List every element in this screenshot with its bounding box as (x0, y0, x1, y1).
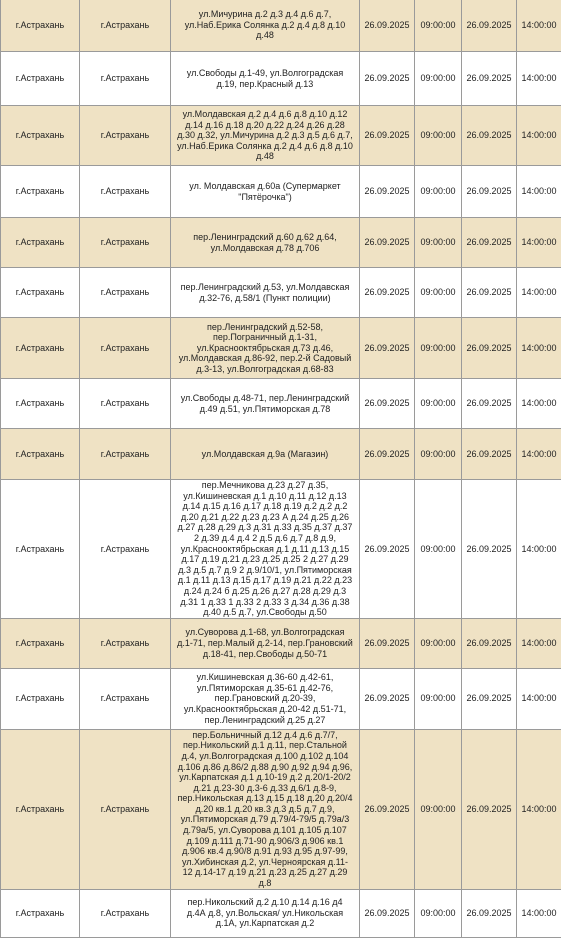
start-date-cell: 26.09.2025 (360, 668, 415, 729)
address-cell: ул.Мичурина д.2 д.3 д.4 д.6 д.7, ул.Наб.Ерика Солянка д.2 д.4 д.8 д.10 д.48 (171, 0, 360, 52)
address-cell: ул. Молдавская д.60а (Супермаркет "Пятёрочка") (171, 166, 360, 218)
end-date-cell: 26.09.2025 (462, 166, 517, 218)
table-row (1, 166, 561, 218)
table-row (1, 218, 561, 268)
start-date-cell: 26.09.2025 (360, 729, 415, 889)
start-time-cell: 09:00:00 (415, 0, 462, 52)
table-row (1, 52, 561, 106)
end-date-cell: 26.09.2025 (462, 668, 517, 729)
end-date-cell: 26.09.2025 (462, 106, 517, 166)
start-time-cell: 09:00:00 (415, 166, 462, 218)
start-date-cell: 26.09.2025 (360, 480, 415, 619)
address-cell: ул.Свободы д.1-49, ул.Волгоградская д.19, пер.Красный д.13 (171, 52, 360, 106)
start-time-cell: 09:00:00 (415, 618, 462, 668)
end-time-cell: 14:00:00 (517, 166, 561, 218)
table-row (1, 618, 561, 668)
end-time-cell: 14:00:00 (517, 889, 561, 937)
end-date-cell: 26.09.2025 (462, 618, 517, 668)
address-cell: пер.Ленинградский д.52-58, пер.Пограничный д.1-31, ул.Краснооктябрьская д.73 д.46, ул.Молдавская д.86-92, пер.2-й Садовый д.3-13, ул.Волгоградская д.68-83 (171, 318, 360, 379)
locality-cell: г.Астрахань (1, 52, 80, 106)
start-time-cell: 09:00:00 (415, 889, 462, 937)
city-cell: г.Астрахань (80, 268, 171, 318)
table-row (1, 668, 561, 729)
locality-cell: г.Астрахань (1, 379, 80, 429)
start-date-cell: 26.09.2025 (360, 268, 415, 318)
address-cell: ул.Молдавская д.9а (Магазин) (171, 429, 360, 480)
city-cell: г.Астрахань (80, 429, 171, 480)
end-time-cell: 14:00:00 (517, 729, 561, 889)
table-row (1, 429, 561, 480)
table-row (1, 889, 561, 937)
start-date-cell: 26.09.2025 (360, 106, 415, 166)
address-cell: пер.Мечникова д.23 д.27 д.35, ул.Кишиневская д.1 д.10 д.11 д.12 д.13 д.14 д.15 д.16 д.17 д.18 д.19 д.2 д.2 д.2 д.20 д.21 д.22 д.23 д.23 А д.24 д.25 д.26 д.27 д.28 д.29 д.3 д.31 д.33 д.35 д.37 д.37 2 д.39 д.4 д.4 2 д.5 д.6 д.7 д.8 д.9, ул.Краснооктябрьская д.1 д.11 д.13 д.15 д.17 д.19 д.21 д.23 д.25 д.25 2 д.27 д.29 д.3 д.5 д.7 д.9 2 д.9/10/1, ул.Пятиморская д.1 д.11 д.13 д.15 д.17 д.19 д.21 д.22 д.23 д.24 д.24 б д.25 д.26 д.27 д.28 д.29 д.3 д.31 1 д.33 1 д.33 2 д.33 3 д.34 д.36 д.38 д.40 д.5 д.7, ул.Свободы д.50 (171, 480, 360, 619)
address-cell: ул.Свободы д.48-71, пер.Ленинградский д.49 д.51, ул.Пятиморская д.78 (171, 379, 360, 429)
locality-cell: г.Астрахань (1, 166, 80, 218)
end-date-cell: 26.09.2025 (462, 379, 517, 429)
locality-cell: г.Астрахань (1, 668, 80, 729)
end-date-cell: 26.09.2025 (462, 889, 517, 937)
end-time-cell: 14:00:00 (517, 379, 561, 429)
end-date-cell: 26.09.2025 (462, 268, 517, 318)
end-date-cell: 26.09.2025 (462, 218, 517, 268)
start-date-cell: 26.09.2025 (360, 618, 415, 668)
city-cell: г.Астрахань (80, 379, 171, 429)
locality-cell: г.Астрахань (1, 106, 80, 166)
city-cell: г.Астрахань (80, 318, 171, 379)
city-cell: г.Астрахань (80, 106, 171, 166)
end-date-cell: 26.09.2025 (462, 52, 517, 106)
locality-cell: г.Астрахань (1, 429, 80, 480)
start-time-cell: 09:00:00 (415, 52, 462, 106)
city-cell: г.Астрахань (80, 166, 171, 218)
start-date-cell: 26.09.2025 (360, 218, 415, 268)
start-time-cell: 09:00:00 (415, 668, 462, 729)
start-date-cell: 26.09.2025 (360, 166, 415, 218)
end-date-cell: 26.09.2025 (462, 429, 517, 480)
table-row (1, 480, 561, 619)
table-row (1, 379, 561, 429)
locality-cell: г.Астрахань (1, 218, 80, 268)
start-time-cell: 09:00:00 (415, 429, 462, 480)
locality-cell: г.Астрахань (1, 480, 80, 619)
address-cell: пер.Никольский д.2 д.10 д.14 д.16 д4 д.4А д.8, ул.Вольская/ ул.Никольская д.1А, ул.Карпатская д.2 (171, 889, 360, 937)
city-cell: г.Астрахань (80, 218, 171, 268)
table-row (1, 729, 561, 889)
locality-cell: г.Астрахань (1, 268, 80, 318)
start-date-cell: 26.09.2025 (360, 379, 415, 429)
end-time-cell: 14:00:00 (517, 52, 561, 106)
end-time-cell: 14:00:00 (517, 218, 561, 268)
city-cell: г.Астрахань (80, 480, 171, 619)
end-time-cell: 14:00:00 (517, 618, 561, 668)
end-time-cell: 14:00:00 (517, 318, 561, 379)
end-time-cell: 14:00:00 (517, 0, 561, 52)
start-time-cell: 09:00:00 (415, 318, 462, 379)
start-date-cell: 26.09.2025 (360, 889, 415, 937)
locality-cell: г.Астрахань (1, 889, 80, 937)
end-time-cell: 14:00:00 (517, 429, 561, 480)
city-cell: г.Астрахань (80, 729, 171, 889)
table-row (1, 268, 561, 318)
end-time-cell: 14:00:00 (517, 668, 561, 729)
end-date-cell: 26.09.2025 (462, 729, 517, 889)
address-cell: ул.Молдавская д.2 д.4 д.6 д.8 д.10 д.12 д.14 д.16 д.18 д.20 д.22 д.24 д.26 д.28 д.30 д.32, ул.Мичурина д.2 д.3 д.5 д.6 д.7, ул.Наб.Ерика Солянка д.2 д.4 д.6 д.8 д.10 д.48 (171, 106, 360, 166)
table-body (1, 0, 561, 937)
table-row (1, 0, 561, 52)
start-time-cell: 09:00:00 (415, 268, 462, 318)
start-date-cell: 26.09.2025 (360, 52, 415, 106)
address-cell: пер.Больничный д.12 д.4 д.6 д.7/7, пер.Никольский д.1 д.11, пер.Стальной д.4, ул.Волгоградская д.100 д.102 д.104 д.106 д.86 д.86/2 д.88 д.90 д.92 д.94 д.96, ул.Карпатская д.1 д.10-19 д.2 д.20/1-20/2 д.21 д.23-30 д.3-6 д.33 д.6/1 д.8-9, пер.Никольская д.13 д.15 д.18 д.20 д.20/4 д.20 кв.1 д.20 кв.3 д.3 д.5 д.7 д.9, ул.Пятиморская д.79 д.79/4-79/5 д.79а/3 д.79а/5, ул.Суворова д.101 д.105 д.107 д.109 д.111 д.71-90 д.906/3 д.906 кв.1 д.906 кв.4 д.90/8 д.91 д.93 д.95 д.97-99, ул.Хибинская д.2, ул.Черноярская д.11-12 д.14-17 д.19 д.21 д.23 д.25 д.27 д.29 д.8 (171, 729, 360, 889)
start-time-cell: 09:00:00 (415, 218, 462, 268)
city-cell: г.Астрахань (80, 52, 171, 106)
city-cell: г.Астрахань (80, 0, 171, 52)
locality-cell: г.Астрахань (1, 318, 80, 379)
end-date-cell: 26.09.2025 (462, 318, 517, 379)
address-cell: ул.Суворова д.1-68, ул.Волгоградская д.1-71, пер.Малый д.2-14, пер.Грановский д.18-41, пер.Свободы д.50-71 (171, 618, 360, 668)
address-cell: пер.Ленинградский д.60 д.62 д.64, ул.Молдавская д.78 д.706 (171, 218, 360, 268)
table-row (1, 318, 561, 379)
locality-cell: г.Астрахань (1, 729, 80, 889)
locality-cell: г.Астрахань (1, 0, 80, 52)
end-time-cell: 14:00:00 (517, 268, 561, 318)
start-date-cell: 26.09.2025 (360, 0, 415, 52)
start-time-cell: 09:00:00 (415, 480, 462, 619)
city-cell: г.Астрахань (80, 668, 171, 729)
start-time-cell: 09:00:00 (415, 106, 462, 166)
start-date-cell: 26.09.2025 (360, 429, 415, 480)
address-cell: ул.Кишиневская д.36-60 д.42-61, ул.Пятиморская д.35-61 д.42-76, пер.Грановский д.20-39, ул.Краснооктябрьская д.20-42 д.51-71, пер.Ленинградский д.25 д.27 (171, 668, 360, 729)
end-time-cell: 14:00:00 (517, 106, 561, 166)
end-date-cell: 26.09.2025 (462, 0, 517, 52)
city-cell: г.Астрахань (80, 889, 171, 937)
end-time-cell: 14:00:00 (517, 480, 561, 619)
start-time-cell: 09:00:00 (415, 729, 462, 889)
city-cell: г.Астрахань (80, 618, 171, 668)
start-time-cell: 09:00:00 (415, 379, 462, 429)
start-date-cell: 26.09.2025 (360, 318, 415, 379)
locality-cell: г.Астрахань (1, 618, 80, 668)
table-row (1, 106, 561, 166)
end-date-cell: 26.09.2025 (462, 480, 517, 619)
address-cell: пер.Ленинградский д.53, ул.Молдавская д.32-76, д.58/1 (Пункт полиции) (171, 268, 360, 318)
